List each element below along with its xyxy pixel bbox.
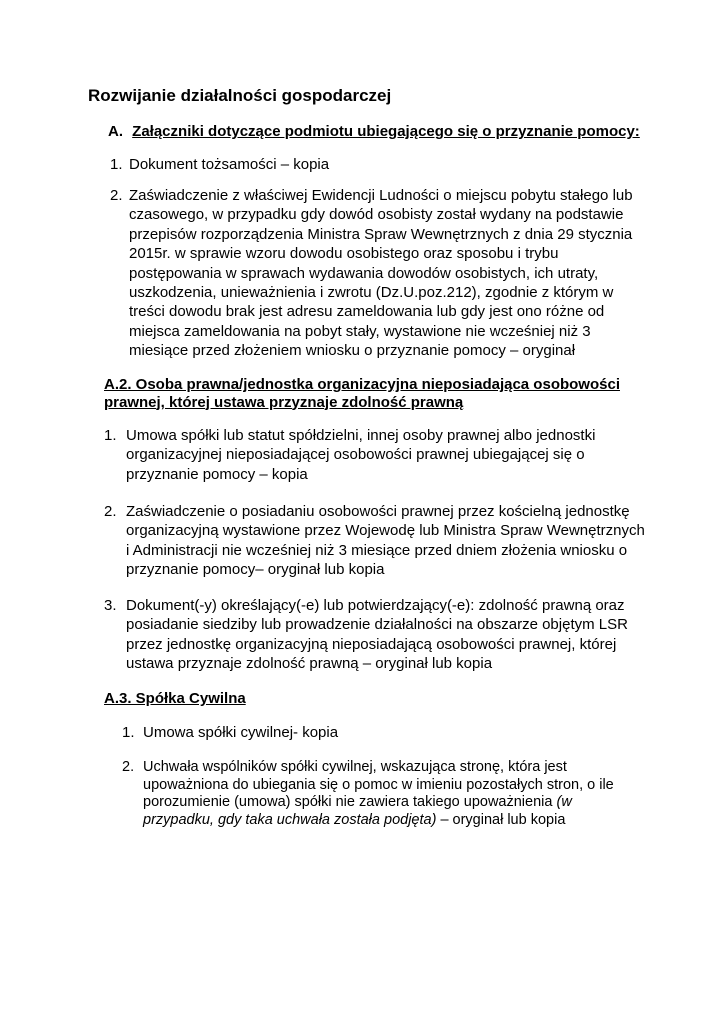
section-a3-heading: A.3. Spółka Cywilna — [104, 690, 246, 707]
list-item-line: ustawa przyznaje zdolność prawną – oryginał lub kopia — [126, 655, 493, 673]
list-item-line: Umowa spółki lub statut spółdzielni, innej osoby prawnej albo jednostki — [126, 427, 596, 444]
list-item-line: Zaświadczenie o posiadaniu osobowości prawnej przez kościelną jednostkę — [126, 503, 630, 520]
list-item-line-with-italic — [143, 812, 614, 830]
list-item-line: przepisów rozporządzenia Ministra Spraw Wewnętrznych z dnia 29 stycznia — [129, 225, 633, 243]
list-item-line: organizacyjnej nieposiadającej osobowości prawnej ubiegającej się o — [126, 446, 585, 464]
list-item-line: – oryginał lub kopia — [440, 811, 566, 828]
list-item-line: Uchwała wspólników spółki cywilnej, wskazująca stronę, która jest — [143, 759, 567, 775]
list-item-line: upoważniona do ubiegania się o pomoc w imieniu pozostałych stron, o ile — [143, 776, 614, 793]
section-a2-heading-line: A.2. Osoba prawna/jednostka organizacyjna nieposiadająca osobowości — [104, 376, 620, 393]
section-a2-heading — [104, 376, 620, 411]
list-item-line: organizacyjną wystawione przez Wojewodę lub Ministra Spraw Wewnętrznych — [126, 522, 645, 540]
list-item-line: przyznanie pomocy – kopia — [126, 465, 308, 483]
list-item-line: porozumienie (umowa) spółki nie zawiera takiego upoważnienia — [143, 794, 553, 810]
list-item-number: 2. — [122, 759, 135, 775]
list-item-line: miejsca zameldowania na pobyt stały, wystawione nie wcześniej niż 3 — [129, 322, 591, 340]
list-item-line: treści dowodu brak jest adresu zameldowania lub gdy jest ono różne od — [129, 303, 605, 321]
italic-text: (w — [556, 794, 572, 810]
list-item-line: uszkodzenia, unieważnienia i zwrotu (Dz.U.poz.212), zgodnie z którym w — [129, 284, 614, 302]
list-item-line: Zaświadczenie z właściwej Ewidencji Ludności o miejscu pobytu stałego lub — [129, 187, 633, 204]
section-a-heading — [108, 122, 640, 142]
section-a-heading-text: Załączniki dotyczące podmiotu ubiegającego się o przyznanie pomocy: — [132, 123, 640, 140]
list-item — [104, 502, 645, 580]
italic-text: przypadku, gdy taka uchwała została podjęta) — [143, 811, 437, 828]
list-item-line: przez jednostkę organizacyjną nieposiadającą osobowości prawnej, której — [126, 635, 617, 653]
list-item-number: 1. — [122, 724, 135, 741]
list-item — [104, 596, 628, 674]
list-item-number: 1. — [104, 427, 117, 444]
list-item-line: posiadanie siedziby lub prowadzenie działalności na obszarze objętym LSR — [126, 616, 628, 634]
list-item-line: 2015r. w sprawie wzoru dowodu osobistego oraz sposobu i trybu — [129, 245, 559, 263]
list-item-line: Dokument(-y) określający(-e) lub potwierdzający(-e): zdolność prawną oraz — [126, 597, 625, 614]
list-item — [122, 759, 614, 829]
list-item-number: 1. — [110, 156, 123, 173]
list-item — [110, 186, 633, 361]
list-item-number: 2. — [110, 187, 123, 204]
list-item-number: 3. — [104, 597, 117, 614]
list-item-line: przyznanie pomocy– oryginał lub kopia — [126, 561, 385, 579]
list-item — [110, 155, 329, 174]
section-a-label: A. — [108, 123, 123, 140]
list-item-number: 2. — [104, 503, 117, 520]
list-item-line: Dokument tożsamości – kopia — [129, 156, 330, 173]
page-title: Rozwijanie działalności gospodarczej — [88, 86, 392, 105]
list-item — [104, 426, 595, 484]
list-item-line: Umowa spółki cywilnej- kopia — [143, 724, 339, 741]
list-item-line-with-italic — [143, 794, 614, 812]
section-a2-heading-line: prawnej, której ustawa przyznaje zdolność prawną — [104, 393, 464, 411]
list-item-line: czasowego, w przypadku gdy dowód osobisty został wydany na podstawie — [129, 206, 624, 224]
list-item — [122, 723, 338, 742]
list-item-line: postępowania w sprawach wydawania dowodów osobistych, ich utraty, — [129, 264, 599, 282]
list-item-line: miesiące przed złożeniem wniosku o przyznanie pomocy – oryginał — [129, 342, 576, 360]
list-item-line: i Administracji nie wcześniej niż 3 miesiące przed dniem złożenia wniosku o — [126, 541, 628, 559]
